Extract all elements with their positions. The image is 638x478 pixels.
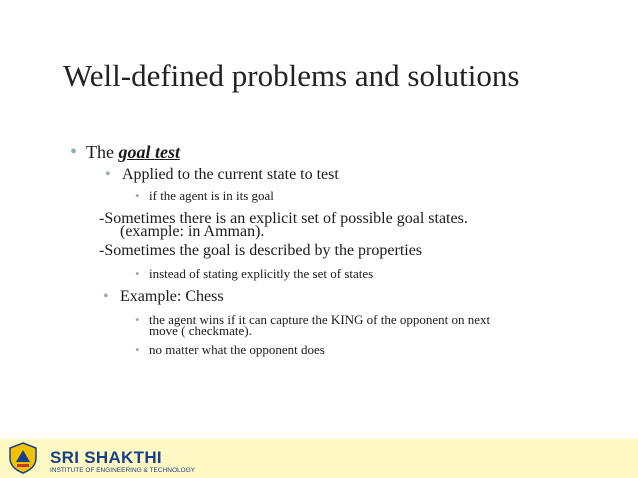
footer-bar xyxy=(0,439,638,478)
institute-logo-icon xyxy=(8,442,38,474)
bullet-chess-1-text: the agent wins if it can capture the KING of the opponent on next xyxy=(149,312,491,327)
bullet-instead xyxy=(135,266,373,282)
bullet-dot-icon: • xyxy=(135,342,140,357)
bullet-chess-2-text: no matter what the opponent does xyxy=(149,342,325,357)
bullet-dot-icon: • xyxy=(105,166,111,183)
bullet-example-text: Example: Chess xyxy=(120,288,224,305)
bullet-example xyxy=(103,288,224,306)
bullet-dot-icon: • xyxy=(103,288,109,305)
bullet-instead-text: instead of stating explicitly the set of states xyxy=(149,266,374,281)
bullet-dot-icon: • xyxy=(135,188,140,203)
slide-title: Well-defined problems and solutions xyxy=(63,58,520,93)
sometimes-explicit-line2: (example: in Amman). xyxy=(120,223,265,240)
bullet-goal-check-text: if the agent is in its goal xyxy=(149,188,274,203)
bullet-applied-text: Applied to the current state to test xyxy=(122,166,339,183)
bullet-applied xyxy=(105,166,339,184)
bullet-goal-test xyxy=(70,141,180,164)
institute-name: SRI SHAKTHI xyxy=(50,448,162,467)
goal-test-term: goal test xyxy=(118,142,180,162)
bullet-chess-2 xyxy=(135,342,325,358)
institute-subtitle: INSTITUTE OF ENGINEERING & TECHNOLOGY xyxy=(50,467,196,474)
bullet-goal-test-prefix: The xyxy=(86,142,119,162)
bullet-dot-icon: • xyxy=(135,312,140,327)
sometimes-properties: -Sometimes the goal is described by the properties xyxy=(99,242,423,259)
bullet-dot-icon: • xyxy=(135,266,140,281)
bullet-chess-1-cont: move ( checkmate). xyxy=(149,323,252,338)
bullet-dot-icon: • xyxy=(70,141,78,163)
bullet-goal-check xyxy=(135,188,274,204)
sometimes-explicit-line1: -Sometimes there is an explicit set of possible goal states. xyxy=(99,210,468,227)
